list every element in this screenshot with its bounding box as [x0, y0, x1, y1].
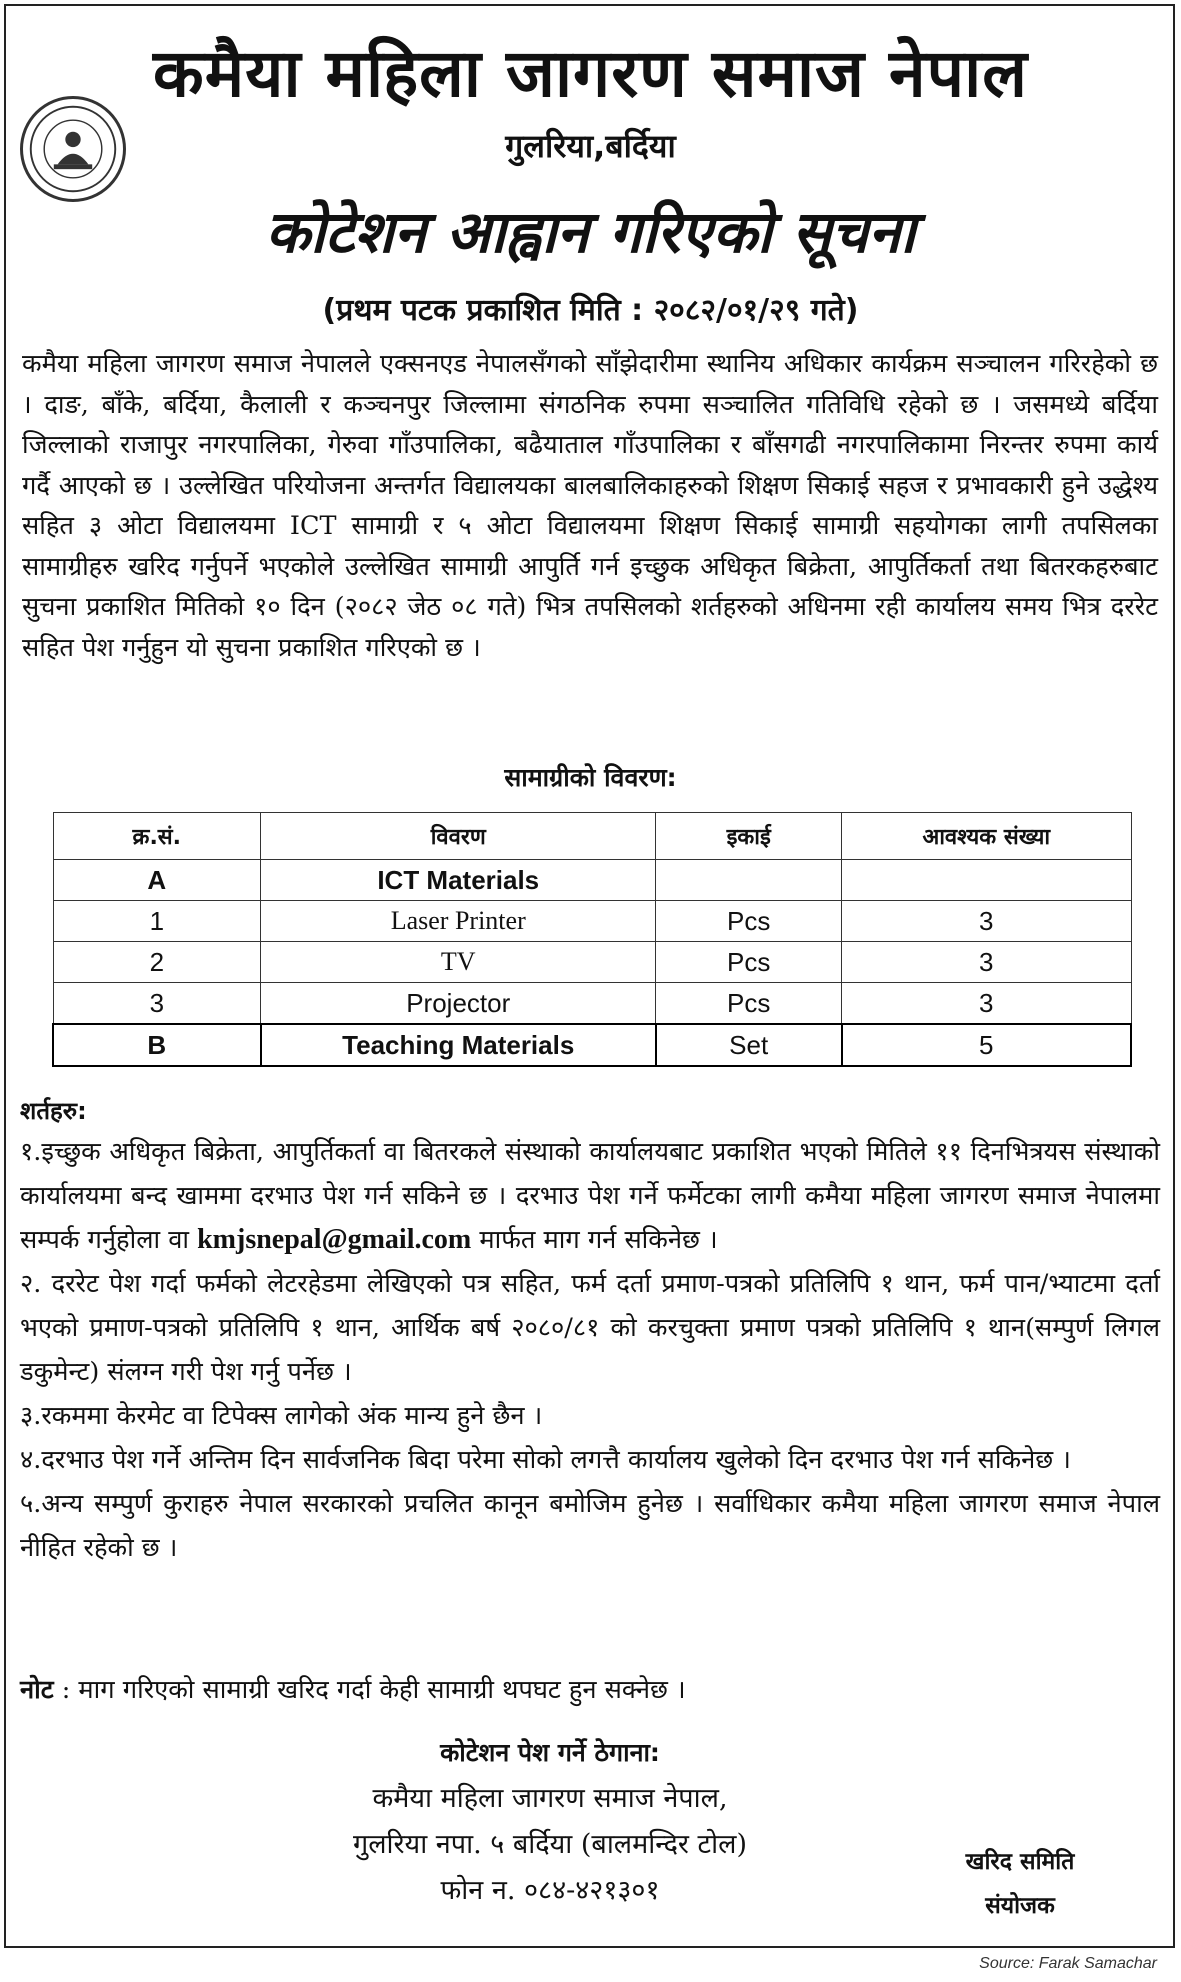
submission-address: [300, 1730, 800, 1914]
unit-cell: [656, 860, 842, 901]
organization-location: गुलरिया,बर्दिया: [505, 127, 676, 165]
serial-cell: A: [53, 860, 261, 901]
term-item: ५.अन्य सम्पुर्ण कुराहरु नेपाल सरकारको प्रचलित कानून बमोजिम हुनेछ । सर्वाधिकार कमैया महिला जागरण समाज नेपाल नीहित रहेको छ ।: [20, 1489, 1160, 1563]
term-item: २. दररेट पेश गर्दा फर्मको लेटरहेडमा लेखिएको पत्र सहित, फर्म दर्ता प्रमाण-पत्रको प्रतिलिपि १ थान, फर्म पान/भ्याटमा दर्ता भएको प्रमाण-पत्रको प्रतिलिपि १ थान, आर्थिक बर्ष २०८०/८१ को करचुक्ता प्रमाण पत्रको प्रतिलिपि १ थान(सम्पुर्ण लिगल डकुमेन्ट) संलग्न गरी पेश गर्नु पर्नेछ ।: [20, 1269, 1160, 1387]
serial-cell: 2: [53, 942, 261, 983]
term-text: मार्फत माग गर्न सकिनेछ ।: [479, 1225, 718, 1255]
unit-cell: Set: [656, 1024, 842, 1066]
description-cell: Teaching Materials: [261, 1024, 656, 1066]
column-header: क्र.सं.: [53, 813, 261, 860]
quantity-cell: [842, 860, 1131, 901]
term-item: [20, 1130, 1160, 1262]
purchase-committee-signature: [910, 1840, 1130, 1928]
materials-table: [52, 812, 1132, 1067]
note-text: : माग गरिएको सामाग्री खरिद गर्दा केही सामाग्री थपघट हुन सक्नेछ ।: [61, 1675, 686, 1705]
quantity-cell: 3: [842, 901, 1131, 942]
description-cell: Projector: [261, 983, 656, 1025]
quantity-cell: 3: [842, 983, 1131, 1025]
note: [20, 1672, 686, 1706]
description-cell: Laser Printer: [261, 901, 656, 942]
contact-email: kmjsnepal@gmail.com: [197, 1224, 472, 1255]
column-header: विवरण: [261, 813, 656, 860]
table-header-row: [53, 813, 1131, 860]
term-item: ४.दरभाउ पेश गर्ने अन्तिम दिन सार्वजनिक बिदा परेमा सोको लगत्तै कार्यालय खुलेको दिन दरभाउ पेश गर्न सकिनेछ ।: [20, 1445, 1071, 1475]
serial-cell: 1: [53, 901, 261, 942]
serial-cell: B: [53, 1024, 261, 1066]
serial-cell: 3: [53, 983, 261, 1025]
table-row: [53, 860, 1131, 901]
quantity-cell: 3: [842, 942, 1131, 983]
terms-list: [20, 1130, 1160, 1570]
description-cell: ICT Materials: [261, 860, 656, 901]
phone-number: फोन न. ०८४-४२१३०१: [440, 1875, 660, 1906]
committee-role: संयोजक: [985, 1893, 1055, 1919]
table-row: [53, 1024, 1131, 1066]
address-heading: कोटेशन पेश गर्ने ठेगाना:: [440, 1738, 660, 1767]
quantity-cell: 5: [842, 1024, 1131, 1066]
term-text: १.इच्छुक अधिकृत बिक्रेता, आपुर्तिकर्ता वा बितरकले संस्थाको कार्यालयबाट प्रकाशित भएको मितिले ११ दिनभित्रयस संस्थाको कार्यालयमा बन्द खाममा दरभाउ पेश गर्न सकिने छ । दरभाउ पेश गर्ने फर्मेटका लागी कमैया महिला जागरण समाज नेपालमा सम्पर्क गर्नुहोला वा: [20, 1137, 1160, 1255]
table-row: [53, 983, 1131, 1025]
unit-cell: Pcs: [656, 901, 842, 942]
intro-paragraph: कमैया महिला जागरण समाज नेपालले एक्सनएड नेपालसँगको साँझेदारीमा स्थानिय अधिकार कार्यक्रम सञ्चालन गरिरहेको छ । दाङ, बाँके, बर्दिया, कैलाली र कञ्चनपुर जिल्लामा संगठनिक रुपमा सञ्चालित गतिविधि रहेको छ । जसमध्ये बर्दिया जिल्लाको राजापुर नगरपालिका, गेरुवा गाँउपालिका, बढैयाताल गाँउपालिका र बाँसगढी नगरपालिकामा निरन्तर रुपमा कार्य गर्दै आएको छ । उल्लेखित परियोजना अन्तर्गत विद्यालयका बालबालिकाहरुको शिक्षण सिकाई सहज र प्रभावकारी हुने उद्धेश्य सहित ३ ओटा विद्यालयमा ICT सामाग्री र ५ ओटा विद्यालयमा शिक्षण सिकाई सामाग्री सहयोगका लागी तपसिलका सामाग्रीहरु खरिद गर्नुपर्ने भएकोले उल्लेखित सामाग्री आपुर्ति गर्न इच्छुक अधिकृत बिक्रेता, आपुर्तिकर्ता तथा बितरकहरुबाट सुचना प्रकाशित मितिको १० दिन (२०८२ जेठ ०८ गते) भित्र तपसिलको शर्तहरुको अधिनमा रही कार्यालय समय भित्र दररेट सहित पेश गर्नुहुन यो सुचना प्रकाशित गरिएको छ ।: [22, 349, 1158, 663]
address-line: गुलरिया नपा. ५ बर्दिया (बालमन्दिर टोल): [353, 1829, 747, 1860]
published-date: (प्रथम पटक प्रकाशित मिति : २०८२/०१/२९ गते): [322, 293, 859, 328]
source-credit: Source: Farak Samachar: [979, 1955, 1157, 1972]
unit-cell: Pcs: [656, 983, 842, 1025]
committee-title: खरिद समिति: [965, 1849, 1075, 1875]
column-header: इकाई: [656, 813, 842, 860]
term-item: ३.रकममा केरमेट वा टिपेक्स लागेको अंक मान्य हुने छैन ।: [20, 1401, 543, 1431]
unit-cell: Pcs: [656, 942, 842, 983]
description-cell: TV: [261, 942, 656, 983]
table-row: [53, 942, 1131, 983]
organization-name: कमैया महिला जागरण समाज नेपाल: [153, 35, 1028, 112]
note-label: नोट: [20, 1675, 54, 1705]
notice-title: कोटेशन आह्वान गरिएको सूचना: [265, 198, 916, 266]
table-row: [53, 901, 1131, 942]
materials-heading: सामाग्रीको विवरण:: [504, 763, 677, 792]
terms-label: शर्तहरु:: [20, 1097, 87, 1125]
address-line: कमैया महिला जागरण समाज नेपाल,: [372, 1783, 728, 1814]
column-header: आवश्यक संख्या: [842, 813, 1131, 860]
